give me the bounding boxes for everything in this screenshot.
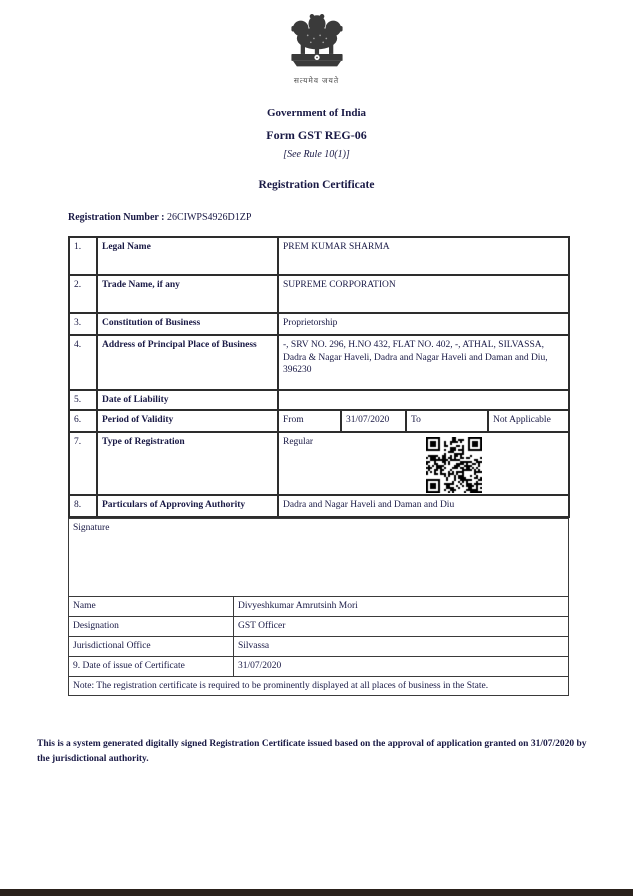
officer-row-label: Jurisdictional Office — [69, 637, 234, 657]
officer-row-label: 9. Date of issue of Certificate — [69, 657, 234, 677]
row-label: Date of Liability — [97, 390, 278, 410]
row-label: Address of Principal Place of Business — [97, 335, 278, 390]
certificate-details-table — [68, 236, 570, 518]
table-row — [69, 335, 569, 390]
row-value: Proprietorship — [278, 313, 569, 335]
note-text: Note: The registration certificate is required to be prominently displayed at all places of business in the State. — [69, 677, 569, 696]
row-number: 1. — [69, 237, 97, 275]
table-row — [69, 237, 569, 275]
row-number: 3. — [69, 313, 97, 335]
qr-code-icon — [426, 437, 482, 493]
officer-row-value: GST Officer — [234, 617, 569, 637]
table-row — [69, 390, 569, 410]
row-number: 6. — [69, 410, 97, 432]
row-label: Trade Name, if any — [97, 275, 278, 313]
officer-row — [69, 617, 569, 637]
row-label: Constitution of Business — [97, 313, 278, 335]
row-value: Dadra and Nagar Haveli and Daman and Diu — [278, 495, 569, 517]
page-bottom-edge — [0, 889, 633, 896]
officer-row-value: Divyeshkumar Amrutsinh Mori — [234, 597, 569, 617]
row-label: Particulars of Approving Authority — [97, 495, 278, 517]
validity-to-label: To — [406, 410, 488, 432]
row-label: Type of Registration — [97, 432, 278, 495]
table-row-period-of-validity — [69, 410, 569, 432]
heading-rule-reference: [See Rule 10(1)] — [283, 149, 350, 160]
officer-row-label: Designation — [69, 617, 234, 637]
table-row — [69, 275, 569, 313]
officer-row — [69, 637, 569, 657]
table-row-type-of-registration — [69, 432, 569, 495]
row-number: 8. — [69, 495, 97, 517]
table-row — [69, 495, 569, 517]
validity-from-value: 31/07/2020 — [341, 410, 406, 432]
validity-from-label: From — [278, 410, 341, 432]
row-number: 2. — [69, 275, 97, 313]
emblem-block — [0, 0, 633, 86]
signature-cell: Signature — [69, 519, 569, 597]
signature-row — [69, 519, 569, 597]
row-label: Period of Validity — [97, 410, 278, 432]
signature-block-table — [68, 518, 569, 696]
row-value: PREM KUMAR SHARMA — [278, 237, 569, 275]
officer-row — [69, 657, 569, 677]
heading-form-number: Form GST REG-06 — [266, 128, 367, 142]
row-value-with-qr — [278, 432, 569, 495]
row-value: SUPREME CORPORATION — [278, 275, 569, 313]
officer-row-value: Silvassa — [234, 637, 569, 657]
row-value — [278, 390, 569, 410]
registration-number-line — [68, 212, 633, 223]
ashoka-lion-capital-icon — [278, 9, 356, 71]
registration-number-label: Registration Number : — [68, 212, 165, 223]
row-number: 7. — [69, 432, 97, 495]
digital-signature-statement: This is a system generated digitally signed Registration Certificate issued based on the approval of application granted on 31/07/2020 by the jurisdictional authority. — [37, 738, 587, 764]
row-number: 5. — [69, 390, 97, 410]
heading-government-of-india: Government of India — [267, 107, 366, 119]
officer-row-value: 31/07/2020 — [234, 657, 569, 677]
row-number: 4. — [69, 335, 97, 390]
row-label: Legal Name — [97, 237, 278, 275]
officer-row — [69, 597, 569, 617]
table-row — [69, 313, 569, 335]
row-value: -, SRV NO. 296, H.NO 432, FLAT NO. 402, -, ATHAL, SILVASSA, Dadra & Nagar Haveli, Dadra and Nagar Haveli and Daman and Diu, 396230 — [278, 335, 569, 390]
registration-number-value: 26CIWPS4926D1ZP — [166, 212, 252, 223]
heading-certificate-title: Registration Certificate — [258, 179, 375, 191]
validity-to-value: Not Applicable — [488, 410, 569, 432]
registration-type-value: Regular — [283, 437, 314, 447]
emblem-motto: सत्यमेव जयते — [293, 76, 340, 85]
note-row — [69, 677, 569, 696]
officer-row-label: Name — [69, 597, 234, 617]
